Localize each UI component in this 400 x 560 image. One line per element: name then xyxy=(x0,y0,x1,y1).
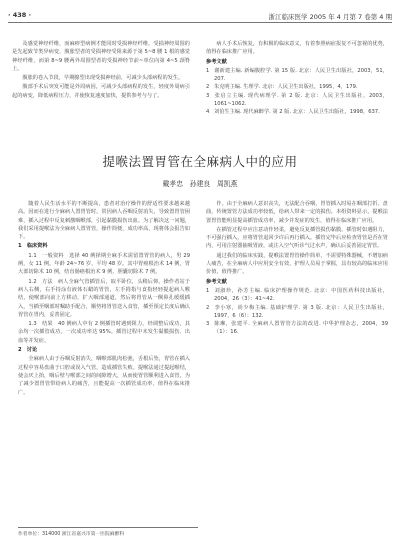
reference-item: 1 谢新建主编. 新编腹腔学. 第 15 版. 北京：人民卫生出版社，2003，51，207. xyxy=(206,67,388,83)
article-left-column xyxy=(18,200,190,520)
reference-item: 2 朱克明主编. 生理学. 北京：人民卫生出版社，1995，4，179. xyxy=(206,84,358,91)
prev-article-right-column xyxy=(206,40,388,134)
paragraph: 作。由于全麻病人意识丧失，无法配合吞咽，胃管插入时易在咽部打折、盘曲，传统置管方法成功率较低，给病人带来一定的损伤。本组资料显示，提喉法置胃管能明显提高插管成功率，减少并发症的发生，值得在临床推广应用。 xyxy=(206,201,388,224)
paragraph: 腹胀的卷入节段，早期腺型出现受损神经前，可减少头部病程的发生。 xyxy=(22,75,184,82)
paragraph: 1.3 结果 40 例病人中有 2 例插管时遇到阻力，经调整后成功，其余均一次插管成功，一次成功率达 95%。插管过程中未发生黏膜损伤、出血等并发症。 xyxy=(18,321,190,344)
references-heading: 参考文献 xyxy=(206,58,227,65)
references-heading: 参考文献 xyxy=(206,278,227,285)
paragraph: 病人手术后恢复，有积极的临床意义，有着参照病症报复不可忽视的优势，值得在临床推广应用。 xyxy=(206,41,388,56)
reference-item: 1 刘淑珍，孙芳主编. 临床护理操作规范. 北京：中国医药科技出版社，2004，26（3）：41~42. xyxy=(206,287,388,303)
paragraph: 腹部手术后突发可能是外周病因，可减少头部病程的发生，轻度外周病引起的病变，降低病程压力，并使恢复速度加快，提供参考与与了。 xyxy=(12,84,190,99)
prev-article-left-column xyxy=(12,40,190,132)
section-heading: 1 临床资料 xyxy=(18,243,48,250)
running-header xyxy=(8,10,392,23)
page-number: · 438 · xyxy=(8,11,32,19)
author-affiliation-footnote: 作者单位：314000 浙江省嘉兴市第一医院麻醉科 xyxy=(18,527,198,537)
article-authors: 戴孝忠 孙建良 周凯燕 xyxy=(162,180,238,188)
article-title: 提喉法置胃管在全麻病人中的应用 xyxy=(102,154,298,169)
reference-item: 4 刘伯生主编. 现代麻醉学. 第 2 版. 北京：人民卫生出版社，1998，637. xyxy=(206,109,380,116)
paragraph: 及感觉神经纤维，而麻痹型病例才能同时受损神经纤维。受损神经周围的是先起致节类异病变，腹胀型者的受损神经受阻来源于第 5~8 腰 1 根的感觉神经纤维，而第 8~9 腰两外周围型者的受损神经节前~单位向第 4~5 颈脊上。 xyxy=(12,41,190,72)
paragraph: 1.2 方法 病人全麻气管插管后，取平卧位，头稍后仰。操作者站于病人右侧，右手持涂有液体石蜡的胃管，左手拇指与食指轻轻提起病人喉结，使喉部向前上方移动，扩大咽部通道，然后将胃管从一侧鼻孔缓缓插入，当插至咽部时嘱助手配合，顺势将胃管送入食管，插至预定长度后确认胃管在胃内，妥善固定。 xyxy=(18,278,190,318)
article-right-column xyxy=(206,200,388,490)
section-heading: 2 讨论 xyxy=(18,347,38,354)
reference-item: 3 陈琳，张建平. 全麻病人置胃管方法的改进. 中华护理杂志，2004，39（1）：16. xyxy=(206,321,388,336)
journal-name: 浙江临床医学 2005 年 4 月第 7 卷第 4 期 xyxy=(268,13,392,21)
paragraph: 在插管过程中应注意动作轻柔，避免反复插管损伤黏膜。插管时如遇阻力，不可强行插入，应将胃管退回少许后再行插入。插管完毕后应检查胃管是否在胃内，可用注射器抽吸胃液，或注入空气听诊气过水声，确认后妥善固定胃管。 xyxy=(206,226,388,250)
reference-item: 2 李小寒，尚少梅主编. 基础护理学. 第 3 版. 北京：人民卫生出版社，1997，6（6）：132. xyxy=(206,304,388,319)
paragraph: 全麻病人由于吞咽反射消失，咽喉部肌肉松弛，舌根后坠，胃管在插入过程中容易盘曲于口腔或误入气管，造成插管失败。提喉法通过提起喉结，使会厌上抬，咽后壁与喉部之间的间隙增大，从而使胃管顺利进入食管，为了减少置胃管带给病人的痛苦，且能提高一次插管成功率，值得在临床推广。 xyxy=(18,356,190,396)
paragraph: 1.1 一般资料 选择 40 例择期全麻手术需留置胃管的病人，男 29 例，女 11 例，年龄 24~76 岁，平均 48 岁。其中胃癌根治术 14 例，胃大部切除术 10 例，结直肠癌根治术 9 例，胆囊切除术 7 例。 xyxy=(18,252,190,276)
reference-item: 3 张启立主编. 现代病理学. 第 2 版. 北京：人民卫生出版社，2003，1061~1062. xyxy=(206,92,388,108)
paragraph: 随着人民生活水平的不断提高，患者对治疗操作的舒适性要求越来越高。因而在进行全麻病人置胃管时，常因病人吞咽反射消失，导致置胃管困难，插入过程中反复刺激咽喉部，引起黏膜损伤出血。为了解决这一问题，我们采用提喉法为全麻病人置胃管，操作简便，成功率高，现将体会报告如下。 xyxy=(18,201,190,241)
paragraph: 通过我们的临床实践，提喉法置胃管操作简单，不需要特殊器械，不增加病人痛苦，在全麻病人中应用安全有效，护理人员易于掌握，具有较高的临床应用价值，值得推广。 xyxy=(206,252,388,276)
